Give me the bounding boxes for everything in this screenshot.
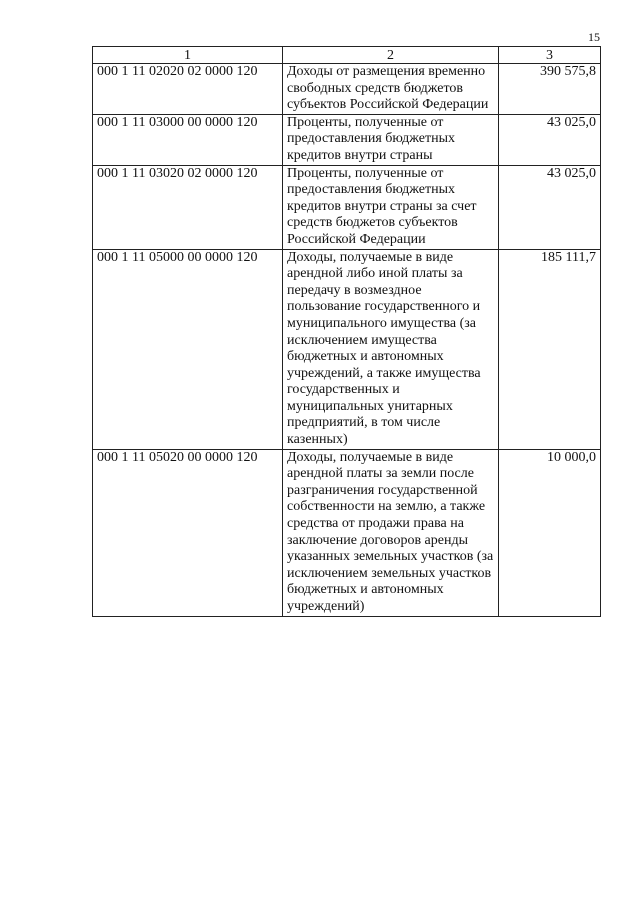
revenue-amount-cell: 185 111,7 (499, 249, 601, 449)
revenue-amount-cell: 43 025,0 (499, 165, 601, 249)
revenue-name-cell: Проценты, полученные от предоставления бюджетных кредитов внутри страны (283, 114, 499, 165)
revenue-name-cell: Проценты, полученные от предоставления бюджетных кредитов внутри страны за счет средств бюджетов субъектов Российской Федерации (283, 165, 499, 249)
revenue-code-cell: 000 1 11 05020 00 0000 120 (93, 449, 283, 616)
revenue-name-cell: Доходы, получаемые в виде арендной либо иной платы за передачу в возмездное пользование государственного и муниципального имущества (за исключением имущества бюджетных и автономных учреждений, а также имущества государственных и муниципальных унитарных предприятий, в том числе казенных) (283, 249, 499, 449)
column-header-amount: 3 (499, 47, 601, 64)
revenue-amount-cell: 10 000,0 (499, 449, 601, 616)
revenue-code-cell: 000 1 11 03000 00 0000 120 (93, 114, 283, 165)
revenue-name-cell: Доходы, получаемые в виде арендной платы за земли после разграничения государственной собственности на землю, а также средства от продажи права на заключение договоров аренды указанных земельных участков (за исключением земельных участков бюджетных и автономных учреждений) (283, 449, 499, 616)
table-row (93, 64, 601, 115)
table-row (93, 114, 601, 165)
column-header-name: 2 (283, 47, 499, 64)
revenue-code-cell: 000 1 11 02020 02 0000 120 (93, 64, 283, 115)
revenue-code-cell: 000 1 11 05000 00 0000 120 (93, 249, 283, 449)
revenue-code-cell: 000 1 11 03020 02 0000 120 (93, 165, 283, 249)
column-header-code: 1 (93, 47, 283, 64)
table-row (93, 165, 601, 249)
table-row (93, 249, 601, 449)
revenue-amount-cell: 390 575,8 (499, 64, 601, 115)
budget-revenue-table (92, 46, 601, 617)
revenue-amount-cell: 43 025,0 (499, 114, 601, 165)
revenue-name-cell: Доходы от размещения временно свободных средств бюджетов субъектов Российской Федерации (283, 64, 499, 115)
table-header-row (93, 47, 601, 64)
page-number: 15 (588, 30, 600, 44)
table-row (93, 449, 601, 616)
